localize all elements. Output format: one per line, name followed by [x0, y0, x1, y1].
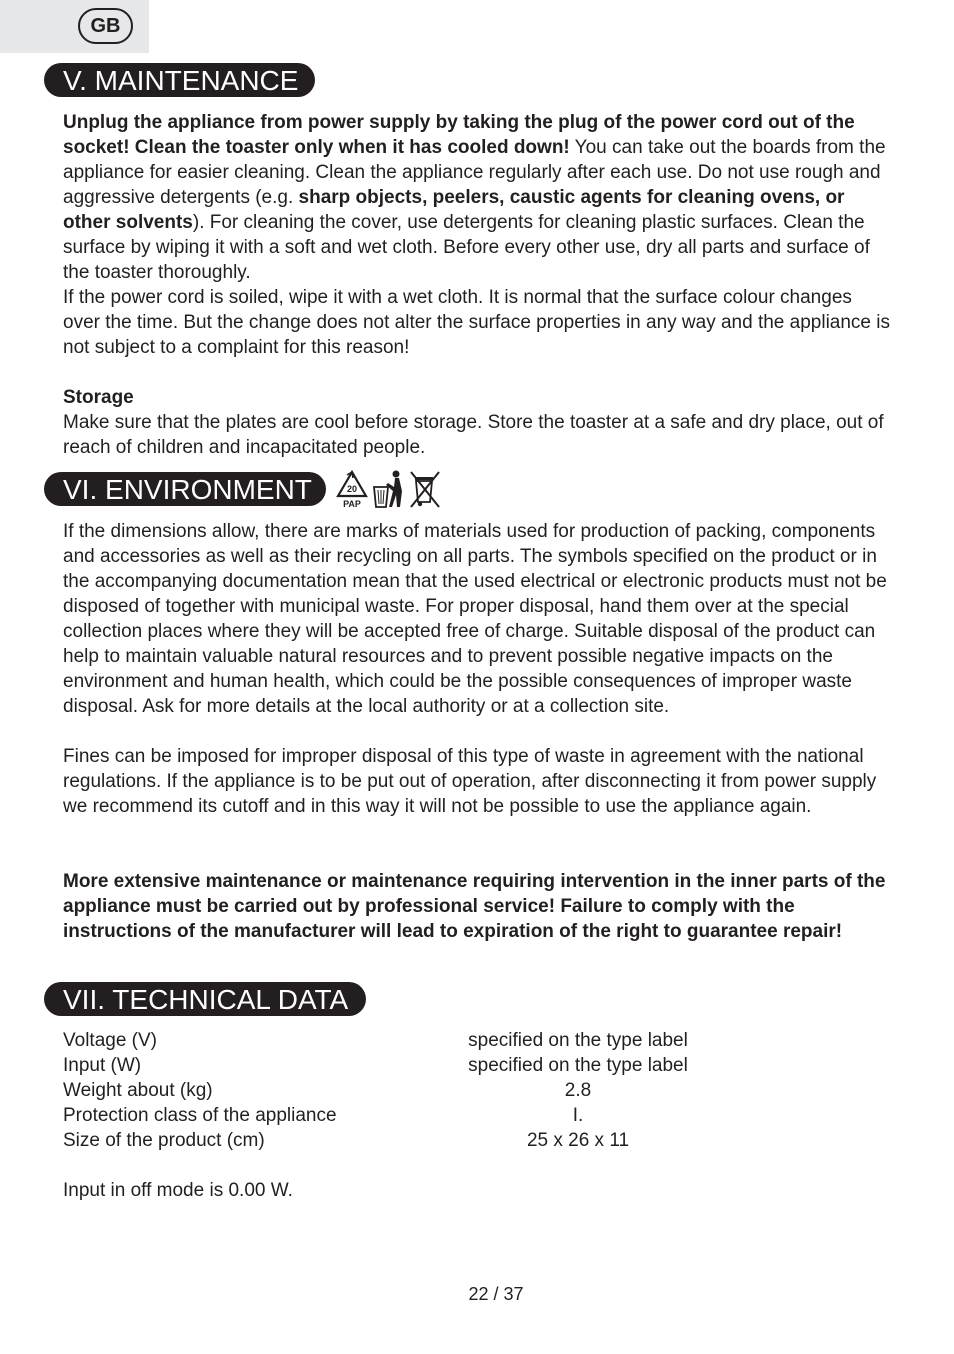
- crossed-wheelie-bin-icon: [409, 469, 441, 509]
- environment-paragraph-2: Fines can be imposed for improper disposal of this type of waste in agreement with the national regulations. If the appliance is to be put out of operation, after disconnecting it from power supply we recommend its cutoff and in this way it will not be possible to use the appliance again.: [63, 746, 877, 817]
- tech-row-protection-class: [63, 1103, 893, 1128]
- page-number: 22 / 37: [468, 1284, 524, 1304]
- tech-value: I.: [572, 1105, 584, 1126]
- maintenance-warning-bold: Unplug the appliance from power supply by taking the plug of the power cord out of the socket! Clean the toaster only when it has cooled down!: [63, 112, 855, 158]
- power-cord-paragraph: If the power cord is soiled, wipe it with a wet cloth. It is normal that the surface colour changes over the time. But the change does not alter the surface properties in any way and the appliance is not subject to a complaint for this reason!: [63, 287, 891, 358]
- tech-row-size: [63, 1128, 893, 1153]
- tech-value: specified on the type label: [468, 1055, 688, 1076]
- technical-heading: VII. TECHNICAL DATA: [44, 982, 366, 1016]
- tech-label: Input (W): [63, 1055, 142, 1076]
- environment-paragraph-1: If the dimensions allow, there are marks of materials used for production of packing, components and accessories as well as their recycling on all parts. The symbols specified on the product or in the accompanying documentation mean that the used electrical or electronic products must not be disposed of together with municipal waste. For proper disposal, hand them over at the special collection places where they will be accepted free of charge. Suitable disposal of the product can help to maintain valuable natural resources and to prevent possible negative impacts on the environment and human health, which could be the possible consequences of improper waste disposal. Ask for more details at the local authority or at a collection site.: [63, 521, 887, 717]
- maintenance-paragraph: [63, 110, 893, 285]
- tech-label: Weight about (kg): [63, 1080, 213, 1101]
- recycle-number: 20: [346, 484, 358, 494]
- recycle-code: PAP: [343, 499, 361, 509]
- tech-row-voltage: [63, 1028, 893, 1053]
- tech-row-input: [63, 1053, 893, 1078]
- tech-value: specified on the type label: [468, 1030, 688, 1051]
- tech-label: Voltage (V): [63, 1030, 157, 1051]
- language-tab: [0, 0, 149, 53]
- maintenance-detergent-bold: sharp objects, peelers, caustic agents for cleaning ovens, or other solvents: [63, 187, 845, 233]
- off-mode-note: Input in off mode is 0.00 W.: [63, 1180, 293, 1201]
- tech-value: 2.8: [564, 1080, 592, 1101]
- maintenance-text-b: ). For cleaning the cover, use detergents for cleaning plastic surfaces. Clean the surface by wiping it with a soft and wet cloth. Before every other use, dry all parts and surface of the toaster thoroughly.: [63, 212, 870, 283]
- maintenance-text-a: You can take out the boards from the appliance for easier cleaning. Clean the appliance regularly after each use. Do not use rough and aggressive detergents (e.g.: [63, 137, 886, 208]
- language-badge: GB: [78, 8, 133, 44]
- recycle-20-pap-icon: [335, 469, 369, 509]
- service-warning: More extensive maintenance or maintenance requiring intervention in the inner parts of the appliance must be carried out by professional service! Failure to comply with the instructions of the manufacturer will lead to expiration of the right to guarantee repair!: [63, 871, 886, 942]
- environment-heading: VI. ENVIRONMENT: [44, 472, 326, 506]
- tidyman-bin-icon: [371, 469, 407, 509]
- tech-row-weight: [63, 1078, 893, 1103]
- maintenance-heading: V. MAINTENANCE: [44, 63, 315, 97]
- storage-title: Storage: [63, 387, 134, 408]
- tech-label: Protection class of the appliance: [63, 1105, 337, 1126]
- tech-value: 25 x 26 x 11: [526, 1130, 630, 1151]
- environment-symbols: [335, 469, 445, 509]
- tech-label: Size of the product (cm): [63, 1130, 265, 1151]
- storage-text: Make sure that the plates are cool before storage. Store the toaster at a safe and dry place, out of reach of children and incapacitated people.: [63, 412, 884, 458]
